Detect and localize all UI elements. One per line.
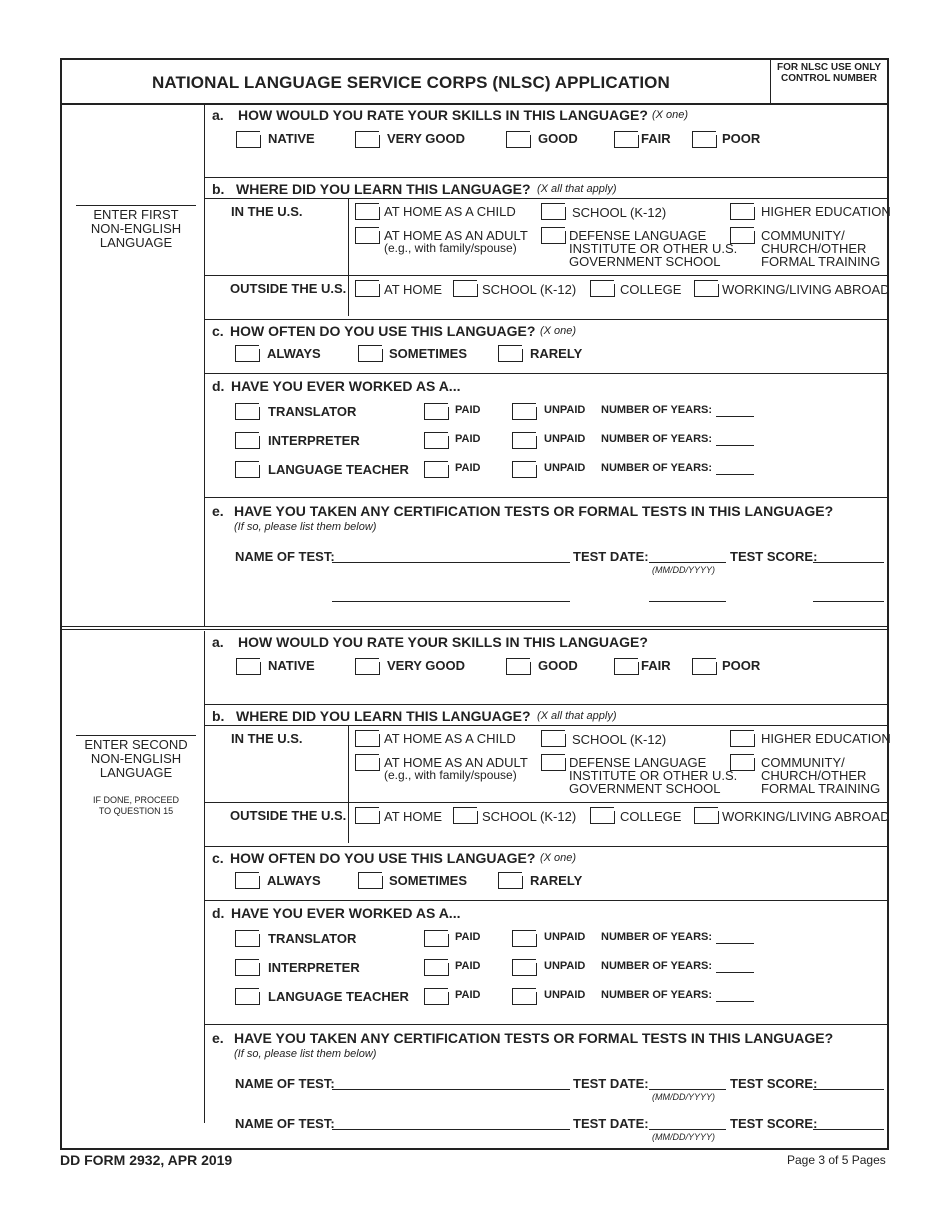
question-d-text: HAVE YOU EVER WORKED AS A... <box>231 378 461 394</box>
role-label: INTERPRETER <box>268 960 360 975</box>
skill-checkbox[interactable] <box>506 131 530 148</box>
test-score-field[interactable] <box>813 1129 884 1130</box>
learn-checkbox[interactable] <box>730 754 754 771</box>
skill-checkbox[interactable] <box>692 658 716 675</box>
outside-checkbox[interactable] <box>590 280 614 297</box>
role-checkbox[interactable] <box>235 403 259 420</box>
unpaid-label: UNPAID <box>544 960 586 972</box>
outside-option: AT HOME <box>384 809 443 824</box>
question-e-hint: (If so, please list them below) <box>234 1048 377 1060</box>
test-date-label: TEST DATE: <box>573 549 649 564</box>
frequency-option: ALWAYS <box>267 346 321 361</box>
frequency-checkbox[interactable] <box>358 345 382 362</box>
outside-checkbox[interactable] <box>355 807 379 824</box>
section-divider-bottom <box>60 629 889 630</box>
outside-us-label: OUTSIDE THE U.S. <box>230 808 347 823</box>
question-c-letter: c. <box>212 323 224 339</box>
outside-checkbox[interactable] <box>694 280 718 297</box>
form-id: DD FORM 2932, APR 2019 <box>60 1152 233 1168</box>
unpaid-label: UNPAID <box>544 404 586 416</box>
outside-checkbox[interactable] <box>355 280 379 297</box>
learn-option: AT HOME AS AN ADULT <box>384 228 528 243</box>
role-checkbox[interactable] <box>235 930 259 947</box>
learn-checkbox[interactable] <box>730 227 754 244</box>
years-label: NUMBER OF YEARS: <box>601 931 713 943</box>
test-score-label: TEST SCORE: <box>730 549 818 564</box>
skill-option-label: FAIR <box>641 658 671 673</box>
learn-checkbox[interactable] <box>730 203 754 220</box>
paid-checkbox[interactable] <box>424 403 448 420</box>
skill-option-label: POOR <box>722 131 761 146</box>
years-field[interactable] <box>716 943 754 944</box>
header-rule <box>60 103 889 105</box>
role-label: INTERPRETER <box>268 433 360 448</box>
date-format-hint: (MM/DD/YYYY) <box>652 1092 715 1102</box>
paid-label: PAID <box>455 404 481 416</box>
unpaid-label: UNPAID <box>544 989 586 1001</box>
years-label: NUMBER OF YEARS: <box>601 989 713 1001</box>
nlsc-use-label: FOR NLSC USE ONLY <box>777 62 882 73</box>
frequency-option: ALWAYS <box>267 873 321 888</box>
paid-checkbox[interactable] <box>424 461 448 478</box>
frequency-checkbox[interactable] <box>358 872 382 889</box>
paid-checkbox[interactable] <box>424 959 448 976</box>
test-score-label: TEST SCORE: <box>730 1116 818 1131</box>
years-field[interactable] <box>716 474 754 475</box>
question-a-letter: a. <box>212 634 224 650</box>
question-b-text: WHERE DID YOU LEARN THIS LANGUAGE? <box>236 181 531 197</box>
test-date-label: TEST DATE: <box>573 1076 649 1091</box>
years-label: NUMBER OF YEARS: <box>601 462 713 474</box>
learn-checkbox[interactable] <box>730 730 754 747</box>
learn-checkbox[interactable] <box>541 754 565 771</box>
question-e-letter: e. <box>212 503 224 519</box>
rule <box>348 725 349 843</box>
outside-option: WORKING/LIVING ABROAD <box>722 809 890 824</box>
learn-checkbox[interactable] <box>541 203 565 220</box>
rule <box>204 373 889 374</box>
question-c-hint: (X one) <box>540 852 577 864</box>
learn-option: INSTITUTE OR OTHER U.S. <box>569 241 738 256</box>
learn-checkbox[interactable] <box>355 754 379 771</box>
test-name-label: NAME OF TEST: <box>235 1116 335 1131</box>
learn-option: FORMAL TRAINING <box>761 254 881 269</box>
test-name-field[interactable] <box>332 1089 570 1090</box>
test-score-label: TEST SCORE: <box>730 1076 818 1091</box>
unpaid-label: UNPAID <box>544 462 586 474</box>
unpaid-checkbox[interactable] <box>512 988 536 1005</box>
question-b-letter: b. <box>212 181 225 197</box>
section-divider-top <box>60 626 889 627</box>
question-a-hint: (X one) <box>652 109 689 121</box>
role-checkbox[interactable] <box>235 959 259 976</box>
learn-option: GOVERNMENT SCHOOL <box>569 781 721 796</box>
unpaid-checkbox[interactable] <box>512 959 536 976</box>
learn-option-note: (e.g., with family/spouse) <box>384 241 517 255</box>
unpaid-checkbox[interactable] <box>512 432 536 449</box>
outside-option: COLLEGE <box>620 809 682 824</box>
question-b-hint: (X all that apply) <box>537 710 617 722</box>
frequency-checkbox[interactable] <box>498 872 522 889</box>
years-field[interactable] <box>716 1001 754 1002</box>
outside-option: COLLEGE <box>620 282 682 297</box>
skill-option-label: NATIVE <box>268 658 315 673</box>
outside-checkbox[interactable] <box>453 280 477 297</box>
date-format-hint: (MM/DD/YYYY) <box>652 565 715 575</box>
outside-checkbox[interactable] <box>590 807 614 824</box>
rule <box>204 497 889 498</box>
role-label: TRANSLATOR <box>268 931 357 946</box>
rule <box>204 177 889 178</box>
rule <box>204 275 889 276</box>
rule <box>204 900 889 901</box>
learn-option: HIGHER EDUCATION <box>761 204 891 219</box>
outside-option: AT HOME <box>384 282 443 297</box>
date-format-hint: (MM/DD/YYYY) <box>652 1132 715 1142</box>
test-score-field[interactable] <box>813 601 884 602</box>
learn-option: GOVERNMENT SCHOOL <box>569 254 721 269</box>
role-label: TRANSLATOR <box>268 404 357 419</box>
role-label: LANGUAGE TEACHER <box>268 989 409 1004</box>
in-us-label: IN THE U.S. <box>231 204 303 219</box>
learn-option: DEFENSE LANGUAGE <box>569 755 707 770</box>
test-name-label: NAME OF TEST: <box>235 549 335 564</box>
form-title: NATIONAL LANGUAGE SERVICE CORPS (NLSC) APPLICATION <box>152 73 670 92</box>
learn-checkbox[interactable] <box>355 730 379 747</box>
question-e-hint: (If so, please list them below) <box>234 521 377 533</box>
question-b-text: WHERE DID YOU LEARN THIS LANGUAGE? <box>236 708 531 724</box>
rule <box>204 802 889 803</box>
skill-checkbox[interactable] <box>692 131 716 148</box>
page-number: Page 3 of 5 Pages <box>787 1153 886 1167</box>
test-date-field[interactable] <box>649 562 726 563</box>
in-us-label: IN THE U.S. <box>231 731 303 746</box>
outside-checkbox[interactable] <box>453 807 477 824</box>
unpaid-label: UNPAID <box>544 931 586 943</box>
skill-option-label: GOOD <box>538 131 578 146</box>
years-label: NUMBER OF YEARS: <box>601 960 713 972</box>
question-c-letter: c. <box>212 850 224 866</box>
skill-option-label: GOOD <box>538 658 578 673</box>
rule <box>204 846 889 847</box>
outside-checkbox[interactable] <box>694 807 718 824</box>
question-a-text: HOW WOULD YOU RATE YOUR SKILLS IN THIS LANGUAGE? <box>238 107 648 123</box>
years-field[interactable] <box>716 972 754 973</box>
skill-option-label: VERY GOOD <box>387 131 466 146</box>
paid-checkbox[interactable] <box>424 930 448 947</box>
test-score-field[interactable] <box>813 1089 884 1090</box>
skill-checkbox[interactable] <box>614 131 638 148</box>
learn-option: AT HOME AS A CHILD <box>384 731 516 746</box>
years-field[interactable] <box>716 445 754 446</box>
skill-checkbox[interactable] <box>506 658 530 675</box>
learn-option: SCHOOL (K-12) <box>572 732 667 747</box>
paid-label: PAID <box>455 989 481 1001</box>
test-name-label: NAME OF TEST: <box>235 1076 335 1091</box>
role-checkbox[interactable] <box>235 988 259 1005</box>
rule <box>204 198 889 199</box>
years-label: NUMBER OF YEARS: <box>601 404 713 416</box>
rule <box>348 198 349 316</box>
learn-option: DEFENSE LANGUAGE <box>569 228 707 243</box>
unpaid-checkbox[interactable] <box>512 461 536 478</box>
learn-option: FORMAL TRAINING <box>761 781 881 796</box>
years-label: NUMBER OF YEARS: <box>601 433 713 445</box>
question-c-text: HOW OFTEN DO YOU USE THIS LANGUAGE? <box>230 850 536 866</box>
side-language-label: ENTER SECOND NON-ENGLISH LANGUAGE <box>76 735 196 780</box>
skill-option-label: VERY GOOD <box>387 658 466 673</box>
years-field[interactable] <box>716 416 754 417</box>
skill-checkbox[interactable] <box>355 658 379 675</box>
test-name-field[interactable] <box>332 601 570 602</box>
learn-checkbox[interactable] <box>355 227 379 244</box>
control-number-label: CONTROL NUMBER <box>781 73 877 84</box>
frequency-option: SOMETIMES <box>389 873 468 888</box>
learn-checkbox[interactable] <box>541 730 565 747</box>
role-checkbox[interactable] <box>235 461 259 478</box>
learn-checkbox[interactable] <box>355 203 379 220</box>
unpaid-checkbox[interactable] <box>512 930 536 947</box>
learn-checkbox[interactable] <box>541 227 565 244</box>
question-a-letter: a. <box>212 107 224 123</box>
learn-option-note: (e.g., with family/spouse) <box>384 768 517 782</box>
frequency-option: RARELY <box>530 346 583 361</box>
header-divider <box>770 59 771 103</box>
test-date-field[interactable] <box>649 1129 726 1130</box>
paid-label: PAID <box>455 462 481 474</box>
test-score-field[interactable] <box>813 562 884 563</box>
outside-option: SCHOOL (K-12) <box>482 809 577 824</box>
learn-option: SCHOOL (K-12) <box>572 205 667 220</box>
paid-label: PAID <box>455 960 481 972</box>
learn-option: COMMUNITY/ <box>761 755 845 770</box>
learn-option: HIGHER EDUCATION <box>761 731 891 746</box>
test-date-label: TEST DATE: <box>573 1116 649 1131</box>
question-c-hint: (X one) <box>540 325 577 337</box>
learn-option: COMMUNITY/ <box>761 228 845 243</box>
paid-checkbox[interactable] <box>424 988 448 1005</box>
rule <box>204 1024 889 1025</box>
side-language-label: ENTER FIRST NON-ENGLISH LANGUAGE <box>76 205 196 250</box>
paid-checkbox[interactable] <box>424 432 448 449</box>
learn-option: AT HOME AS AN ADULT <box>384 755 528 770</box>
outside-option: SCHOOL (K-12) <box>482 282 577 297</box>
question-e-letter: e. <box>212 1030 224 1046</box>
question-d-letter: d. <box>212 378 225 394</box>
test-date-field[interactable] <box>649 601 726 602</box>
frequency-checkbox[interactable] <box>235 345 259 362</box>
rule <box>204 104 205 626</box>
paid-label: PAID <box>455 433 481 445</box>
skill-option-label: FAIR <box>641 131 671 146</box>
question-e-text: HAVE YOU TAKEN ANY CERTIFICATION TESTS OR FORMAL TESTS IN THIS LANGUAGE? <box>234 1030 834 1046</box>
outside-option: WORKING/LIVING ABROAD <box>722 282 890 297</box>
learn-option: INSTITUTE OR OTHER U.S. <box>569 768 738 783</box>
outside-us-label: OUTSIDE THE U.S. <box>230 281 347 296</box>
role-label: LANGUAGE TEACHER <box>268 462 409 477</box>
rule <box>204 704 889 705</box>
learn-option: CHURCH/OTHER <box>761 241 867 256</box>
frequency-checkbox[interactable] <box>235 872 259 889</box>
frequency-option: SOMETIMES <box>389 346 468 361</box>
question-d-text: HAVE YOU EVER WORKED AS A... <box>231 905 461 921</box>
rule <box>204 319 889 320</box>
role-checkbox[interactable] <box>235 432 259 449</box>
unpaid-label: UNPAID <box>544 433 586 445</box>
rule <box>204 725 889 726</box>
test-name-field[interactable] <box>332 562 570 563</box>
learn-option: CHURCH/OTHER <box>761 768 867 783</box>
skill-checkbox[interactable] <box>236 658 260 675</box>
side-note: IF DONE, PROCEED TO QUESTION 15 <box>92 795 179 816</box>
test-name-field[interactable] <box>332 1129 570 1130</box>
unpaid-checkbox[interactable] <box>512 403 536 420</box>
question-e-text: HAVE YOU TAKEN ANY CERTIFICATION TESTS OR FORMAL TESTS IN THIS LANGUAGE? <box>234 503 834 519</box>
question-b-letter: b. <box>212 708 225 724</box>
frequency-option: RARELY <box>530 873 583 888</box>
question-d-letter: d. <box>212 905 225 921</box>
question-b-hint: (X all that apply) <box>537 183 617 195</box>
learn-option: AT HOME AS A CHILD <box>384 204 516 219</box>
test-date-field[interactable] <box>649 1089 726 1090</box>
skill-checkbox[interactable] <box>614 658 638 675</box>
question-c-text: HOW OFTEN DO YOU USE THIS LANGUAGE? <box>230 323 536 339</box>
skill-checkbox[interactable] <box>355 131 379 148</box>
skill-option-label: NATIVE <box>268 131 315 146</box>
paid-label: PAID <box>455 931 481 943</box>
skill-checkbox[interactable] <box>236 131 260 148</box>
frequency-checkbox[interactable] <box>498 345 522 362</box>
question-a-text: HOW WOULD YOU RATE YOUR SKILLS IN THIS LANGUAGE? <box>238 634 648 650</box>
skill-option-label: POOR <box>722 658 761 673</box>
